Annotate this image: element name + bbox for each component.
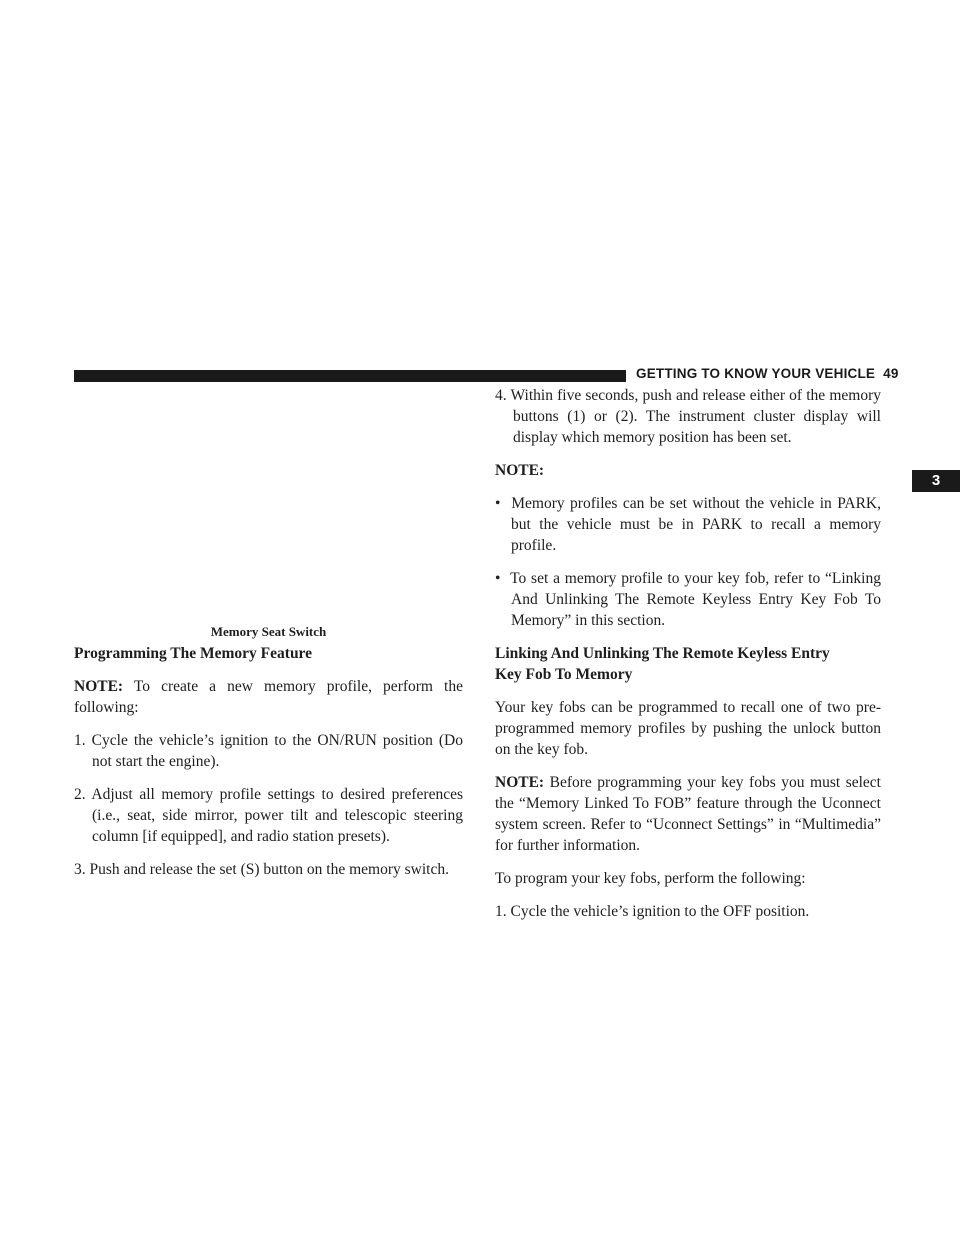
- right-column: [495, 385, 881, 922]
- bullet-item: • Memory profiles can be set without the vehicle in PARK, but the vehicle must be in PARK to recall a memory profile.: [495, 495, 881, 554]
- figure-caption: Memory Seat Switch: [210, 624, 327, 639]
- section-heading: Programming The Memory Feature: [74, 645, 313, 662]
- running-header: [636, 366, 899, 381]
- note-paragraph: [495, 772, 881, 856]
- note-text: To create a new memory profile, perform the following:: [74, 678, 463, 716]
- section-title: GETTING TO KNOW YOUR VEHICLE: [636, 366, 876, 381]
- left-column: [74, 624, 463, 880]
- step-item: 4. Within five seconds, push and release either of the memory buttons (1) or (2). The instrument cluster display will display which memory position has been set.: [495, 387, 881, 446]
- step-item: 1. Cycle the vehicle’s ignition to the OFF position.: [495, 903, 810, 920]
- body-paragraph: To program your key fobs, perform the following:: [495, 870, 806, 887]
- note-label: NOTE:: [495, 774, 545, 791]
- step-item: 1. Cycle the vehicle’s ignition to the ON/RUN position (Do not start the engine).: [74, 732, 463, 770]
- step-item: 3. Push and release the set (S) button on the memory switch.: [74, 861, 449, 878]
- bullet-item: • To set a memory profile to your key fob, refer to “Linking And Unlinking The Remote Keyless Entry Key Fob To Memory” in this section.: [495, 570, 881, 629]
- note-text: Before programming your key fobs you must select the “Memory Linked To FOB” feature through the Uconnect system screen. Refer to “Uconnect Settings” in “Multimedia” for further information.: [495, 774, 881, 854]
- chapter-tab: 3: [912, 470, 960, 492]
- header-rule: [74, 370, 626, 382]
- body-paragraph: Your key fobs can be programmed to recall one of two pre-programmed memory profiles by pushing the unlock button on the key fob.: [495, 699, 881, 758]
- step-item: 2. Adjust all memory profile settings to desired preferences (i.e., seat, side mirror, power tilt and telescopic steering column [if equipped], and radio station presets).: [74, 786, 463, 845]
- note-paragraph: [74, 676, 463, 718]
- page-number: 49: [883, 366, 899, 381]
- note-label: NOTE:: [74, 678, 124, 695]
- note-heading: NOTE:: [495, 462, 545, 479]
- section-heading: Linking And Unlinking The Remote Keyless Entry Key Fob To Memory: [495, 645, 830, 683]
